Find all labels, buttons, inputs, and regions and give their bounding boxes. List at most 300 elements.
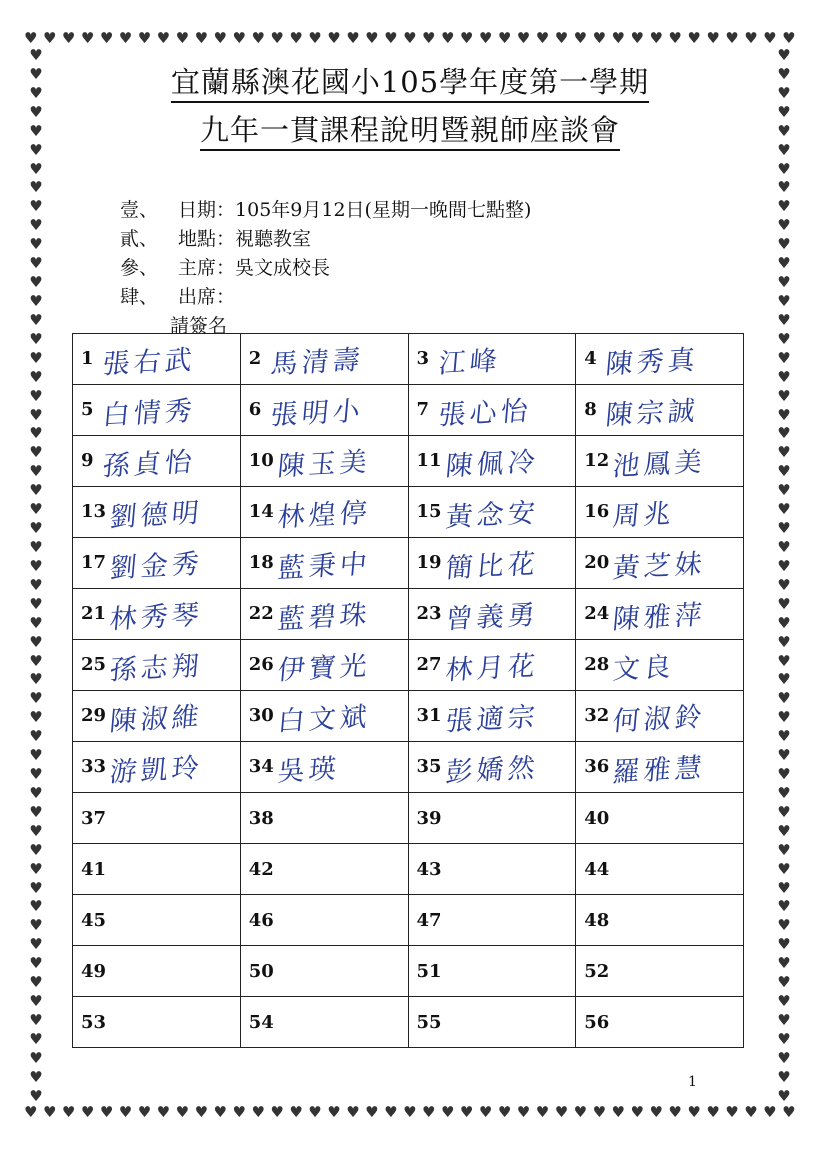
heart-icon: ♥ bbox=[777, 462, 791, 481]
handwritten-signature: 張心怡 bbox=[436, 394, 533, 432]
heart-icon: ♥ bbox=[29, 935, 43, 954]
signature-cell[interactable] bbox=[408, 997, 576, 1048]
signature-cell[interactable] bbox=[576, 487, 744, 538]
cell-number: 25 bbox=[81, 654, 107, 675]
heart-icon: ♥ bbox=[777, 1048, 791, 1067]
heart-icon: ♥ bbox=[327, 1102, 341, 1121]
heart-icon: ♥ bbox=[777, 102, 791, 121]
cell-number: 14 bbox=[248, 501, 274, 522]
handwritten-signature: 白情秀 bbox=[101, 394, 198, 432]
info-num: 貳、 bbox=[120, 228, 159, 250]
signature-table bbox=[72, 333, 744, 1048]
heart-icon: ♥ bbox=[403, 28, 417, 47]
table-row bbox=[73, 997, 744, 1048]
cell-number: 9 bbox=[81, 450, 94, 471]
heart-icon: ♥ bbox=[777, 348, 791, 367]
handwritten-signature: 彭嬌然 bbox=[443, 751, 540, 789]
signature-cell[interactable] bbox=[408, 640, 576, 691]
cell-number: 22 bbox=[248, 603, 274, 624]
info-key: 日期 bbox=[178, 199, 217, 221]
heart-icon: ♥ bbox=[573, 28, 588, 47]
cell-number: 20 bbox=[584, 552, 610, 573]
signature-cell[interactable] bbox=[73, 895, 241, 946]
heart-icon: ♥ bbox=[175, 1102, 190, 1121]
heart-icon: ♥ bbox=[327, 28, 341, 47]
signature-cell[interactable] bbox=[73, 487, 241, 538]
signature-cell[interactable] bbox=[576, 742, 744, 793]
heart-icon: ♥ bbox=[630, 1102, 644, 1121]
heart-icon: ♥ bbox=[251, 1102, 265, 1121]
table-row bbox=[73, 844, 744, 895]
cell-number: 41 bbox=[81, 858, 107, 880]
cell-number: 5 bbox=[81, 399, 94, 420]
signature-cell[interactable] bbox=[576, 436, 744, 487]
cell-number: 50 bbox=[248, 960, 274, 982]
signature-cell[interactable] bbox=[408, 793, 576, 844]
heart-icon: ♥ bbox=[29, 727, 43, 746]
heart-icon: ♥ bbox=[29, 916, 43, 935]
handwritten-signature: 何淑鈴 bbox=[611, 700, 708, 738]
info-key: 出席 bbox=[178, 286, 217, 308]
heart-icon: ♥ bbox=[459, 1102, 474, 1121]
handwritten-signature: 陳秀真 bbox=[604, 343, 701, 381]
info-row-date bbox=[120, 196, 531, 225]
heart-icon: ♥ bbox=[29, 273, 43, 292]
signature-cell[interactable] bbox=[408, 487, 576, 538]
heart-icon: ♥ bbox=[194, 28, 209, 47]
heart-icon: ♥ bbox=[535, 28, 550, 47]
heart-icon: ♥ bbox=[29, 556, 43, 575]
heart-icon: ♥ bbox=[29, 575, 43, 594]
heart-icon: ♥ bbox=[24, 1102, 38, 1121]
handwritten-signature: 黃芝妹 bbox=[611, 547, 708, 585]
heart-icon: ♥ bbox=[777, 821, 791, 840]
heart-icon: ♥ bbox=[744, 1102, 758, 1121]
signature-cell[interactable] bbox=[576, 946, 744, 997]
handwritten-signature: 陳淑維 bbox=[108, 700, 205, 738]
heart-icon: ♥ bbox=[29, 821, 43, 840]
signature-cell[interactable] bbox=[240, 487, 408, 538]
handwritten-signature: 張右武 bbox=[101, 343, 198, 381]
heart-icon: ♥ bbox=[630, 28, 644, 47]
info-num: 參、 bbox=[120, 257, 159, 279]
handwritten-signature: 黃念安 bbox=[443, 496, 540, 534]
table-row bbox=[73, 895, 744, 946]
heart-icon: ♥ bbox=[29, 1011, 43, 1030]
signature-cell[interactable] bbox=[73, 997, 241, 1048]
heart-icon: ♥ bbox=[777, 83, 791, 102]
cell-number: 16 bbox=[584, 501, 610, 522]
heart-icon: ♥ bbox=[782, 1102, 796, 1121]
cell-number: 54 bbox=[248, 1011, 274, 1033]
heart-icon: ♥ bbox=[384, 1102, 398, 1121]
cell-number: 43 bbox=[416, 858, 442, 880]
signature-cell[interactable] bbox=[408, 538, 576, 589]
signature-cell[interactable] bbox=[73, 793, 241, 844]
heart-icon: ♥ bbox=[777, 310, 791, 329]
heart-icon: ♥ bbox=[29, 216, 43, 235]
heart-icon: ♥ bbox=[29, 159, 43, 178]
cell-number: 10 bbox=[248, 450, 274, 471]
heart-icon: ♥ bbox=[777, 783, 791, 802]
cell-number: 18 bbox=[248, 552, 274, 573]
signature-cell[interactable] bbox=[240, 844, 408, 895]
heart-icon: ♥ bbox=[777, 897, 791, 916]
handwritten-signature: 曾義勇 bbox=[443, 598, 540, 636]
heart-icon: ♥ bbox=[29, 897, 43, 916]
heart-icon: ♥ bbox=[777, 954, 791, 973]
handwritten-signature: 游凱玲 bbox=[108, 751, 205, 789]
heart-icon: ♥ bbox=[29, 46, 43, 64]
signature-cell[interactable] bbox=[408, 946, 576, 997]
cell-number: 3 bbox=[416, 348, 430, 369]
heart-icon: ♥ bbox=[516, 1102, 531, 1121]
signature-cell[interactable] bbox=[240, 895, 408, 946]
title-line-2-text: 九年一貫課程說明暨親師座談會 bbox=[200, 113, 620, 151]
signature-cell[interactable] bbox=[576, 538, 744, 589]
heart-border-right bbox=[774, 48, 794, 1104]
signature-cell[interactable] bbox=[408, 742, 576, 793]
heart-icon: ♥ bbox=[777, 481, 791, 500]
heart-icon: ♥ bbox=[29, 140, 43, 159]
table-row bbox=[73, 487, 744, 538]
cell-number: 12 bbox=[584, 450, 610, 471]
cell-number: 40 bbox=[584, 807, 610, 829]
cell-number: 21 bbox=[81, 603, 107, 624]
heart-icon: ♥ bbox=[497, 28, 512, 47]
heart-icon: ♥ bbox=[29, 537, 43, 556]
info-colon: ： bbox=[216, 228, 236, 250]
heart-icon: ♥ bbox=[29, 1086, 43, 1105]
heart-icon: ♥ bbox=[42, 28, 57, 47]
signature-cell[interactable] bbox=[576, 895, 744, 946]
heart-icon: ♥ bbox=[29, 254, 43, 273]
page-number: 1 bbox=[688, 1074, 697, 1090]
handwritten-signature: 陳雅萍 bbox=[611, 598, 708, 636]
signature-cell[interactable] bbox=[73, 742, 241, 793]
heart-icon: ♥ bbox=[777, 708, 791, 727]
heart-icon: ♥ bbox=[777, 859, 791, 878]
signature-cell[interactable] bbox=[240, 997, 408, 1048]
signature-cell[interactable] bbox=[73, 589, 241, 640]
signature-cell[interactable] bbox=[240, 334, 408, 385]
cell-number: 26 bbox=[248, 654, 274, 675]
handwritten-signature: 張明小 bbox=[269, 394, 365, 432]
heart-icon: ♥ bbox=[777, 878, 791, 897]
heart-icon: ♥ bbox=[29, 670, 43, 689]
info-key: 主席 bbox=[178, 257, 217, 279]
signature-cell[interactable] bbox=[73, 946, 241, 997]
heart-icon: ♥ bbox=[365, 28, 379, 47]
heart-icon: ♥ bbox=[289, 28, 303, 47]
info-colon: ： bbox=[216, 199, 236, 221]
cell-number: 1 bbox=[81, 348, 94, 369]
heart-icon: ♥ bbox=[649, 28, 663, 47]
heart-icon: ♥ bbox=[440, 1102, 455, 1121]
heart-icon: ♥ bbox=[29, 235, 43, 254]
heart-icon: ♥ bbox=[592, 28, 607, 47]
heart-icon: ♥ bbox=[29, 443, 43, 462]
heart-icon: ♥ bbox=[29, 386, 43, 405]
heart-icon: ♥ bbox=[118, 1102, 133, 1121]
heart-icon: ♥ bbox=[232, 28, 246, 47]
handwritten-signature: 孫志翔 bbox=[108, 649, 205, 687]
signature-cell[interactable] bbox=[240, 385, 408, 436]
heart-icon: ♥ bbox=[422, 1102, 436, 1121]
handwritten-signature: 陳佩冷 bbox=[443, 445, 540, 483]
heart-icon: ♥ bbox=[611, 1102, 625, 1121]
info-key: 地點 bbox=[178, 228, 217, 250]
heart-icon: ♥ bbox=[777, 802, 791, 821]
signature-cell[interactable] bbox=[576, 640, 744, 691]
cell-number: 37 bbox=[81, 807, 107, 829]
heart-icon: ♥ bbox=[777, 329, 791, 348]
heart-icon: ♥ bbox=[213, 28, 227, 47]
info-row-attendance bbox=[120, 283, 531, 312]
heart-icon: ♥ bbox=[777, 916, 791, 935]
handwritten-signature: 羅雅慧 bbox=[611, 751, 708, 789]
handwritten-signature: 劉德明 bbox=[108, 496, 205, 534]
signature-cell[interactable] bbox=[576, 334, 744, 385]
cell-number: 19 bbox=[416, 552, 442, 573]
heart-icon: ♥ bbox=[777, 537, 791, 556]
heart-icon: ♥ bbox=[777, 235, 791, 254]
signature-cell[interactable] bbox=[408, 385, 576, 436]
heart-icon: ♥ bbox=[61, 28, 76, 47]
heart-icon: ♥ bbox=[763, 28, 777, 47]
heart-icon: ♥ bbox=[777, 405, 791, 424]
cell-number: 56 bbox=[584, 1011, 610, 1033]
heart-icon: ♥ bbox=[29, 462, 43, 481]
sign-prompt: 請簽名 bbox=[170, 315, 228, 337]
signature-cell[interactable] bbox=[576, 844, 744, 895]
cell-number: 30 bbox=[248, 705, 274, 726]
cell-number: 51 bbox=[416, 960, 442, 982]
cell-number: 35 bbox=[416, 756, 442, 777]
heart-border-top bbox=[24, 28, 796, 48]
heart-icon: ♥ bbox=[29, 83, 43, 102]
heart-icon: ♥ bbox=[29, 291, 43, 310]
heart-icon: ♥ bbox=[706, 1102, 720, 1121]
heart-icon: ♥ bbox=[777, 556, 791, 575]
heart-icon: ♥ bbox=[649, 1102, 663, 1121]
signature-cell[interactable] bbox=[408, 844, 576, 895]
heart-icon: ♥ bbox=[29, 519, 43, 538]
handwritten-signature: 林秀琴 bbox=[108, 598, 205, 636]
info-row-chair bbox=[120, 254, 531, 283]
heart-icon: ♥ bbox=[777, 178, 791, 197]
table-row bbox=[73, 334, 744, 385]
title-line-2 bbox=[0, 108, 820, 149]
handwritten-signature: 孫貞怡 bbox=[101, 445, 198, 483]
heart-icon: ♥ bbox=[118, 28, 133, 47]
heart-icon: ♥ bbox=[422, 28, 436, 47]
cell-number: 44 bbox=[584, 858, 610, 880]
cell-number: 34 bbox=[248, 756, 274, 777]
heart-icon: ♥ bbox=[777, 443, 791, 462]
heart-icon: ♥ bbox=[29, 197, 43, 216]
info-value: 105年9月12日(星期一晚間七點整) bbox=[235, 199, 532, 221]
cell-number: 46 bbox=[248, 909, 274, 931]
heart-icon: ♥ bbox=[777, 992, 791, 1011]
cell-number: 53 bbox=[81, 1011, 107, 1033]
signature-cell[interactable] bbox=[576, 793, 744, 844]
heart-icon: ♥ bbox=[777, 500, 791, 519]
cell-number: 33 bbox=[81, 756, 107, 777]
heart-icon: ♥ bbox=[29, 954, 43, 973]
signature-cell[interactable] bbox=[576, 691, 744, 742]
cell-number: 55 bbox=[416, 1011, 442, 1033]
heart-icon: ♥ bbox=[777, 291, 791, 310]
signature-cell[interactable] bbox=[408, 334, 576, 385]
cell-number: 4 bbox=[584, 348, 597, 369]
signature-cell[interactable] bbox=[576, 385, 744, 436]
handwritten-signature: 周兆 bbox=[611, 497, 677, 533]
cell-number: 48 bbox=[584, 909, 610, 931]
table-row bbox=[73, 946, 744, 997]
heart-icon: ♥ bbox=[29, 367, 43, 386]
handwritten-signature: 白文斌 bbox=[276, 700, 372, 738]
heart-icon: ♥ bbox=[29, 121, 43, 140]
handwritten-signature: 文良 bbox=[611, 650, 677, 686]
handwritten-signature: 吳瑛 bbox=[276, 752, 341, 788]
signature-cell[interactable] bbox=[576, 589, 744, 640]
cell-number: 31 bbox=[416, 705, 442, 726]
signature-cell[interactable] bbox=[240, 436, 408, 487]
signature-cell[interactable] bbox=[240, 589, 408, 640]
info-value: 吳文成校長 bbox=[235, 257, 331, 279]
table-row bbox=[73, 742, 744, 793]
heart-icon: ♥ bbox=[777, 519, 791, 538]
cell-number: 38 bbox=[248, 807, 274, 829]
signature-cell[interactable] bbox=[73, 436, 241, 487]
heart-icon: ♥ bbox=[763, 1102, 777, 1121]
signature-cell[interactable] bbox=[240, 742, 408, 793]
signature-cell[interactable] bbox=[73, 334, 241, 385]
signature-cell[interactable] bbox=[73, 640, 241, 691]
signature-cell[interactable] bbox=[73, 538, 241, 589]
heart-icon: ♥ bbox=[365, 1102, 379, 1121]
heart-icon: ♥ bbox=[29, 594, 43, 613]
handwritten-signature: 池鳳美 bbox=[611, 445, 708, 483]
signature-cell[interactable] bbox=[240, 538, 408, 589]
info-num: 肆、 bbox=[120, 286, 159, 308]
table-row bbox=[73, 691, 744, 742]
heart-icon: ♥ bbox=[777, 197, 791, 216]
signature-cell[interactable] bbox=[576, 997, 744, 1048]
heart-icon: ♥ bbox=[777, 935, 791, 954]
heart-icon: ♥ bbox=[777, 121, 791, 140]
heart-icon: ♥ bbox=[29, 878, 43, 897]
cell-number: 24 bbox=[584, 603, 610, 624]
heart-icon: ♥ bbox=[80, 1102, 95, 1121]
handwritten-signature: 張適宗 bbox=[443, 700, 540, 738]
heart-icon: ♥ bbox=[346, 1102, 360, 1121]
handwritten-signature: 馬清壽 bbox=[269, 343, 365, 381]
heart-icon: ♥ bbox=[777, 216, 791, 235]
heart-icon: ♥ bbox=[777, 424, 791, 443]
heart-icon: ♥ bbox=[308, 28, 322, 47]
heart-icon: ♥ bbox=[289, 1102, 303, 1121]
heart-icon: ♥ bbox=[61, 1102, 76, 1121]
heart-icon: ♥ bbox=[308, 1102, 322, 1121]
heart-icon: ♥ bbox=[777, 1011, 791, 1030]
heart-icon: ♥ bbox=[777, 765, 791, 784]
heart-icon: ♥ bbox=[29, 1029, 43, 1048]
heart-icon: ♥ bbox=[29, 765, 43, 784]
heart-icon: ♥ bbox=[42, 1102, 57, 1121]
cell-number: 45 bbox=[81, 909, 107, 931]
cell-number: 39 bbox=[416, 807, 442, 829]
signature-cell[interactable] bbox=[73, 691, 241, 742]
cell-number: 36 bbox=[584, 756, 610, 777]
heart-icon: ♥ bbox=[232, 1102, 246, 1121]
signature-cell[interactable] bbox=[408, 589, 576, 640]
signature-cell[interactable] bbox=[240, 946, 408, 997]
cell-number: 49 bbox=[81, 960, 107, 982]
signature-cell[interactable] bbox=[240, 691, 408, 742]
handwritten-signature: 藍碧珠 bbox=[276, 598, 372, 636]
signature-cell[interactable] bbox=[240, 793, 408, 844]
title-line-1 bbox=[0, 60, 820, 101]
heart-icon: ♥ bbox=[592, 1102, 607, 1121]
cell-number: 8 bbox=[584, 399, 597, 420]
heart-icon: ♥ bbox=[29, 1048, 43, 1067]
heart-icon: ♥ bbox=[777, 632, 791, 651]
heart-icon: ♥ bbox=[213, 1102, 227, 1121]
cell-number: 15 bbox=[416, 501, 442, 522]
title-line-1-text: 宜蘭縣澳花國小105學年度第一學期 bbox=[171, 65, 649, 103]
heart-icon: ♥ bbox=[744, 28, 758, 47]
cell-number: 23 bbox=[416, 603, 442, 624]
heart-icon: ♥ bbox=[777, 273, 791, 292]
heart-icon: ♥ bbox=[459, 28, 474, 47]
signature-cell[interactable] bbox=[240, 640, 408, 691]
heart-icon: ♥ bbox=[777, 46, 791, 64]
signature-cell[interactable] bbox=[408, 895, 576, 946]
heart-icon: ♥ bbox=[156, 1102, 171, 1121]
signature-cell[interactable] bbox=[408, 691, 576, 742]
signature-cell[interactable] bbox=[408, 436, 576, 487]
heart-icon: ♥ bbox=[29, 424, 43, 443]
heart-icon: ♥ bbox=[777, 727, 791, 746]
heart-icon: ♥ bbox=[29, 783, 43, 802]
heart-icon: ♥ bbox=[99, 1102, 114, 1121]
heart-icon: ♥ bbox=[782, 28, 796, 47]
handwritten-signature: 簡比花 bbox=[443, 547, 540, 585]
heart-icon: ♥ bbox=[777, 159, 791, 178]
signature-cell[interactable] bbox=[73, 385, 241, 436]
heart-icon: ♥ bbox=[777, 651, 791, 670]
handwritten-signature: 劉金秀 bbox=[108, 547, 205, 585]
signature-cell[interactable] bbox=[73, 844, 241, 895]
info-colon: ： bbox=[216, 257, 236, 279]
heart-icon: ♥ bbox=[777, 1086, 791, 1105]
heart-border-bottom bbox=[24, 1102, 796, 1122]
heart-icon: ♥ bbox=[777, 973, 791, 992]
heart-icon: ♥ bbox=[440, 28, 455, 47]
cell-number: 28 bbox=[584, 654, 610, 675]
heart-border-left bbox=[26, 48, 46, 1104]
handwritten-signature: 林煌停 bbox=[276, 496, 372, 534]
heart-icon: ♥ bbox=[777, 594, 791, 613]
heart-icon: ♥ bbox=[24, 28, 38, 47]
heart-icon: ♥ bbox=[777, 689, 791, 708]
heart-icon: ♥ bbox=[777, 575, 791, 594]
handwritten-signature: 陳玉美 bbox=[276, 445, 372, 483]
heart-icon: ♥ bbox=[29, 178, 43, 197]
heart-icon: ♥ bbox=[137, 1102, 152, 1121]
